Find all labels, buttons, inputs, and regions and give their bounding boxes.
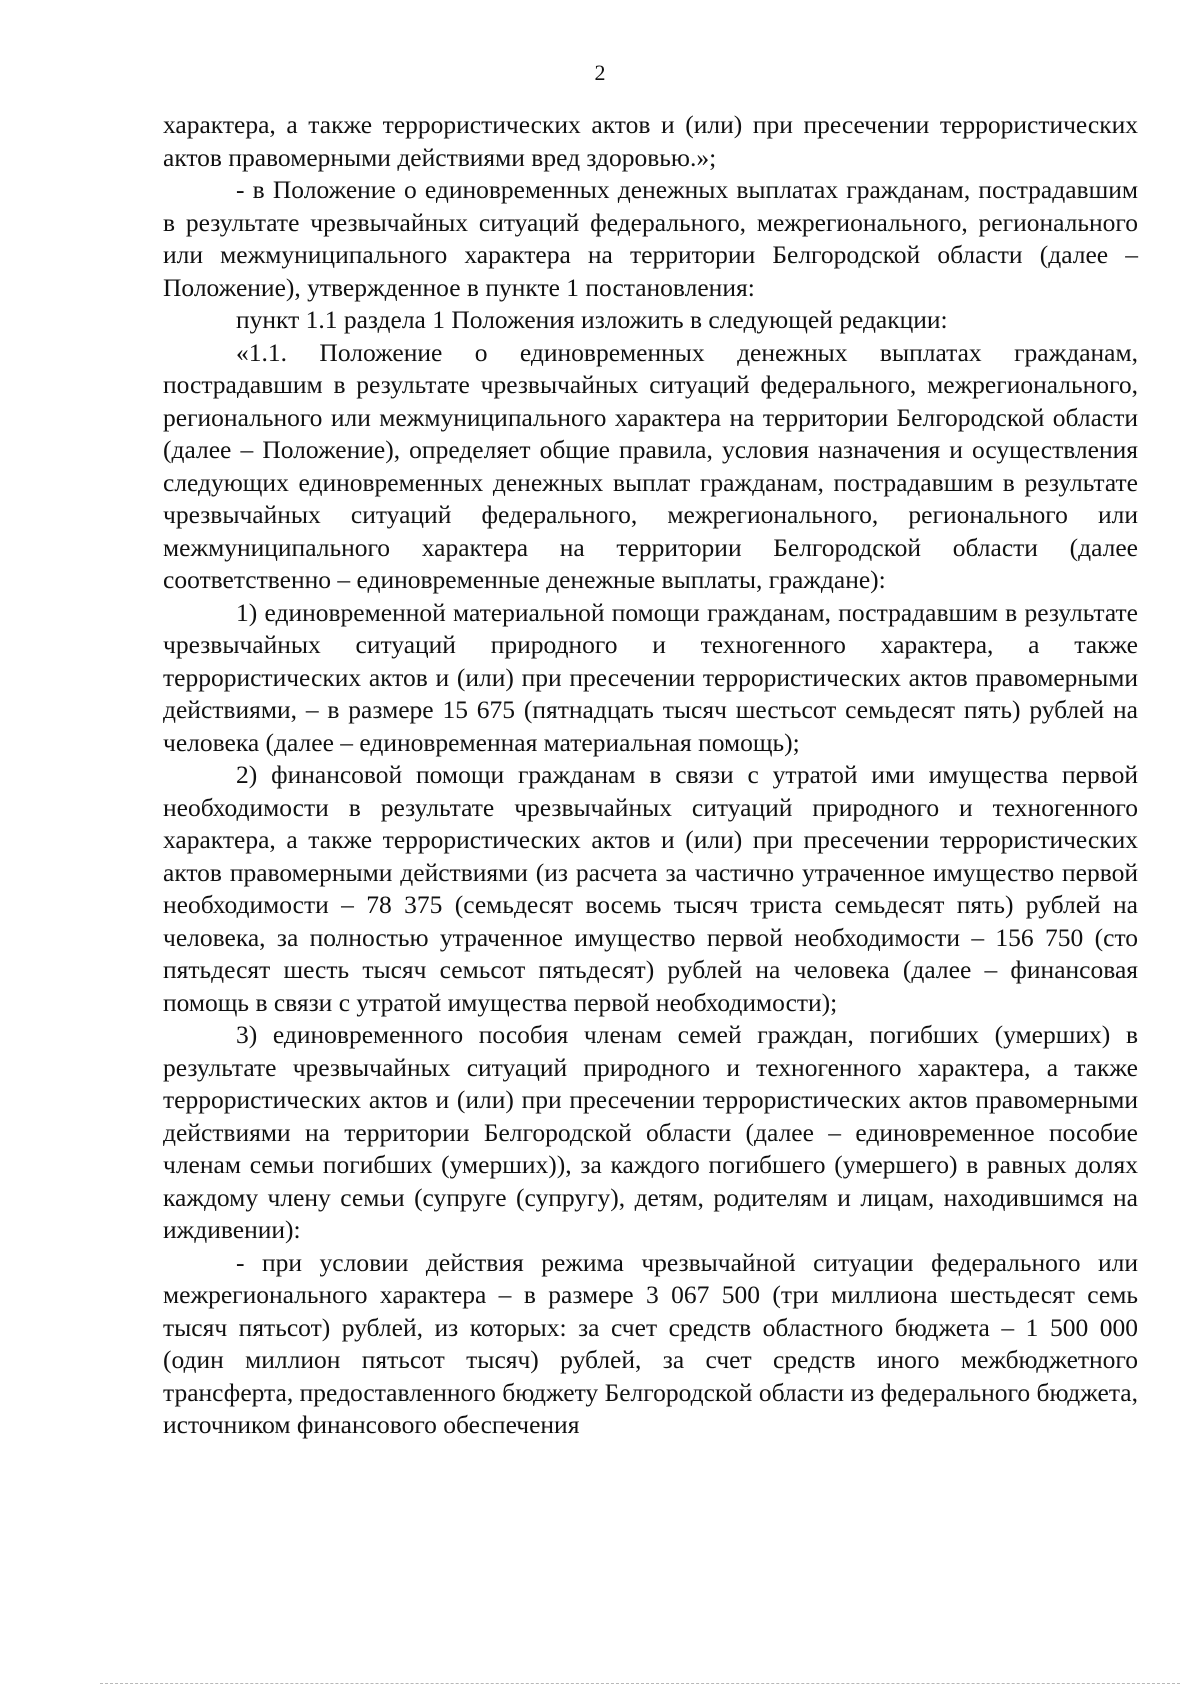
paragraph-item-2: 2) финансовой помощи гражданам в связи с утратой ими имущества первой необходимости в результате чрезвычайных ситуаций природного и техногенного характера, а также террористических актов и (или) при пресечении террористических актов правомерными действиями (из расчета за частично утраченное имущество первой необходимости – 78 375 (семьдесят восемь тысяч триста семьдесят пять) рублей на человека, за полностью утраченное имущество первой необходимости – 156 750 (сто пятьдесят шесть тысяч семьсот пятьдесят) рублей на человека (далее – финансовая помощь в связи с утратой имущества первой необходимости); — [163, 760, 1138, 1017]
paragraph-continuation: характера, а также террористических актов и (или) при пресечении террористических актов правомерными действиями вред здоровью.»; — [163, 110, 1138, 172]
paragraph-clause-instruction: пункт 1.1 раздела 1 Положения изложить в следующей редакции: — [236, 305, 948, 334]
paragraph-item-1: 1) единовременной материальной помощи гражданам, пострадавшим в результате чрезвычайных ситуаций природного и техногенного характера, а также террористических актов и (или) при пресечении террористических актов правомерными действиями, – в размере 15 675 (пятнадцать тысяч шестьсот семьдесят пять) рублей на человека (далее – единовременная материальная помощь); — [163, 597, 1138, 757]
paragraph-amendment-intro: - в Положение о единовременных денежных выплатах гражданам, пострадавшим в результате чрезвычайных ситуаций федерального, межрегионального, регионального или межмуниципального характера на территории Белгородской области (далее – Положение), утвержденное в пункте 1 постановления: — [163, 175, 1138, 302]
scan-artifact-line — [100, 1683, 1180, 1685]
paragraph-subitem: - при условии действия режима чрезвычайной ситуации федерального или межрегионального характера – в размере 3 067 500 (три миллиона шестьдесят семь тысяч пятьсот) рублей, из которых: за счет средств областного бюджета – 1 500 000 (один миллион пятьсот тысяч) рублей, за счет средств иного межбюджетного трансферта, предоставленного бюджету Белгородской области из федерального бюджета, источником финансового обеспечения — [163, 1247, 1138, 1439]
paragraph-clause-1-1: «1.1. Положение о единовременных денежных выплатах гражданам, пострадавшим в результате чрезвычайных ситуаций федерального, межрегионального, регионального или межмуниципального характера на территории Белгородской области (далее – Положение), определяет общие правила, условия назначения и осуществления следующих единовременных денежных выплат гражданам, пострадавшим в результате чрезвычайных ситуаций федерального, межрегионального, регионального или межмуниципального характера на территории Белгородской области (далее соответственно – единовременные денежные выплаты, граждане): — [163, 337, 1138, 594]
paragraph-item-3: 3) единовременного пособия членам семей граждан, погибших (умерших) в результате чрезвычайных ситуаций природного и техногенного характера, а также террористических актов и (или) при пресечении террористических актов правомерными действиями на территории Белгородской области (далее – единовременное пособие членам семьи погибших (умерших)), за каждого погибшего (умершего) в равных долях каждому члену семьи (супруге (супругу), детям, родителям и лицам, находившимся на иждивении): — [163, 1020, 1138, 1244]
document-body — [163, 109, 1138, 1442]
page-number: 2 — [594, 60, 606, 85]
